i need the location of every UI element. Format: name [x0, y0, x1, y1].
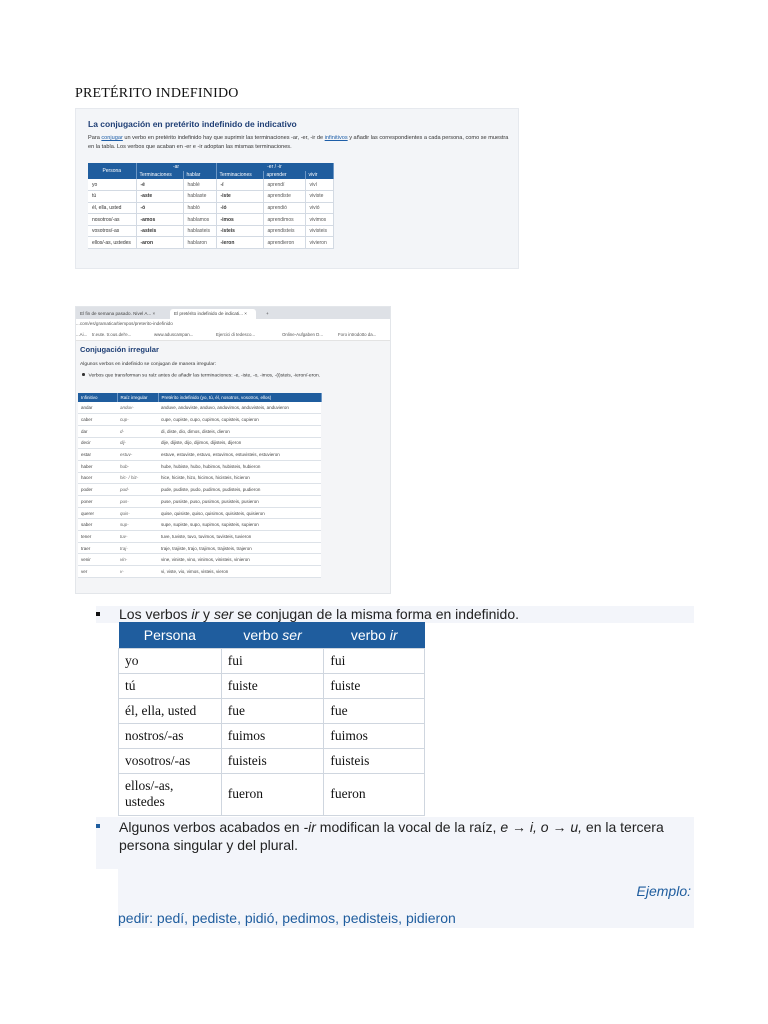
table-cell: dije, dijiste, dijo, dijimos, dijisteis, dijeron — [158, 437, 321, 449]
table-cell: fueron — [324, 773, 425, 815]
table-cell: hablamos — [183, 214, 216, 226]
irregular-heading: Conjugación irregular — [80, 345, 159, 354]
table-cell: -aste — [136, 191, 183, 203]
table-row — [119, 698, 425, 723]
table-cell: vi, viste, vio, vimos, visteis, vieron — [158, 566, 321, 578]
table-cell: v- — [117, 566, 158, 578]
table-cell: vivió — [305, 202, 333, 214]
table-cell: hub- — [117, 460, 158, 472]
table-cell: tuv- — [117, 531, 158, 543]
tab-title: El pretérito indefinido de indicati... — [174, 311, 243, 316]
tab-title: El fin de semana pasado. Nivel A... — [80, 311, 152, 316]
header-infinitivo: Infinitivo — [78, 393, 117, 402]
bullet-icon — [96, 824, 100, 828]
table-cell: haber — [78, 460, 117, 472]
header-terminaciones: Terminaciones — [216, 171, 263, 179]
conjugar-link[interactable]: conjugar — [101, 135, 123, 141]
header-persona: Persona — [88, 163, 136, 179]
table-cell: vosotros/-as — [88, 225, 136, 237]
table-row — [78, 437, 321, 449]
table-cell: fuiste — [221, 673, 324, 698]
table-cell: hacer — [78, 472, 117, 484]
table-cell: fuimos — [221, 723, 324, 748]
table-cell: yo — [119, 648, 222, 673]
intro-text: Para — [88, 135, 102, 141]
infinitivos-link[interactable]: infinitivos — [324, 135, 348, 141]
table-cell: tú — [119, 673, 222, 698]
table-cell: traje, trajiste, trajo, trajimos, trajisteis, trajeron — [158, 542, 321, 554]
table-cell: viviste — [305, 191, 333, 203]
table-cell: di, diste, dio, dimos, disteis, dieron — [158, 425, 321, 437]
table-cell: aprendí — [263, 179, 305, 191]
bullet-icon — [96, 612, 100, 616]
table-cell: vivisteis — [305, 225, 333, 237]
table-cell: quis- — [117, 507, 158, 519]
note-text: Los verbos ir y ser se conjugan de la misma forma en indefinido. — [119, 606, 519, 622]
table-cell: supe, supiste, supo, supimos, supisteis, supieron — [158, 519, 321, 531]
table-cell: querer — [78, 507, 117, 519]
table-cell: quise, quisiste, quiso, quisimos, quisisteis, quisieron — [158, 507, 321, 519]
table-row — [88, 179, 333, 191]
table-cell: fui — [324, 648, 425, 673]
bullet-icon — [82, 373, 85, 376]
table-cell: hablaste — [183, 191, 216, 203]
table-cell: aprendió — [263, 202, 305, 214]
table-cell: aprendisteis — [263, 225, 305, 237]
table-row — [88, 202, 333, 214]
bookmark-item[interactable]: Ejercici di tedesco... — [216, 332, 256, 337]
header-raiz: Raíz irregular — [117, 393, 158, 402]
table-row — [78, 484, 321, 496]
table-cell: pude, pudiste, pudo, pudimos, pudisteis, pudieron — [158, 484, 321, 496]
close-icon[interactable]: × — [244, 311, 247, 316]
table-row — [78, 531, 321, 543]
header-preterito: Pretérito indefinido (yo, tú, él, nosotros, vosotros, ellos) — [158, 393, 321, 402]
table-cell: hube, hubiste, hubo, hubimos, hubisteis, hubieron — [158, 460, 321, 472]
bookmark-item[interactable]: ...Ai... — [76, 332, 88, 337]
bookmarks-bar — [76, 329, 391, 341]
table-cell: hic- / hiz- — [117, 472, 158, 484]
table-row — [78, 519, 321, 531]
table-cell: nostros/-as — [119, 723, 222, 748]
page-title: PRETÉRITO INDEFINIDO — [75, 86, 239, 101]
table-cell: poder — [78, 484, 117, 496]
url-bar[interactable]: ...com/es/gramatica/tiempos/preterito-indefinido — [76, 319, 391, 329]
bullet-text: Verbos que transforman su raíz antes de añadir las terminaciones: -e, -iste, -o, -imos, -(i)steis, -ieron/-eron. — [88, 373, 321, 379]
bookmark-item[interactable]: tr.eute. tr.ous.del'e... — [92, 332, 132, 337]
table-row — [78, 425, 321, 437]
table-cell: fueron — [221, 773, 324, 815]
table-cell: hablaron — [183, 237, 216, 249]
table-row — [88, 237, 333, 249]
conjugation-heading: La conjugación en pretérito indefinido de indicativo — [88, 119, 297, 129]
table-cell: yo — [88, 179, 136, 191]
table-cell: -ieron — [216, 237, 263, 249]
table-row — [88, 191, 333, 203]
table-row — [78, 496, 321, 508]
table-cell: habló — [183, 202, 216, 214]
browser-tab-active[interactable] — [170, 309, 256, 319]
table-cell: andar — [78, 402, 117, 414]
table-cell: traj- — [117, 542, 158, 554]
table-row — [78, 566, 321, 578]
table-cell: viví — [305, 179, 333, 191]
browser-tab[interactable] — [76, 309, 170, 319]
header-group-er-ir: -er / -ir — [216, 163, 333, 171]
table-cell: fui — [221, 648, 324, 673]
table-row — [78, 472, 321, 484]
header-persona: Persona — [119, 622, 222, 648]
table-cell: venir — [78, 554, 117, 566]
table-row — [78, 414, 321, 426]
table-cell: aprendiste — [263, 191, 305, 203]
table-cell: fuimos — [324, 723, 425, 748]
table-cell: -aron — [136, 237, 183, 249]
header-verbo-ir: verbo ir — [324, 622, 425, 648]
conjugation-intro — [88, 134, 513, 152]
table-cell: ver — [78, 566, 117, 578]
table-cell: dar — [78, 425, 117, 437]
table-cell: tú — [88, 191, 136, 203]
table-row — [119, 773, 425, 815]
table-row — [78, 554, 321, 566]
table-cell: tener — [78, 531, 117, 543]
table-cell: él, ella, usted — [119, 698, 222, 723]
table-cell: estuv- — [117, 449, 158, 461]
header-aprender: aprender — [263, 171, 305, 179]
table-cell: hablé — [183, 179, 216, 191]
table-cell: vin- — [117, 554, 158, 566]
table-row — [119, 748, 425, 773]
bookmark-item[interactable]: www.aduscampan... — [154, 332, 194, 337]
table-cell: traer — [78, 542, 117, 554]
table-cell: -imos — [216, 214, 263, 226]
conjugation-screenshot — [75, 108, 519, 269]
table-cell: anduve, anduviste, anduvo, anduvimos, anduvisteis, anduvieron — [158, 402, 321, 414]
header-terminaciones: Terminaciones — [136, 171, 183, 179]
table-cell: tuve, tuviste, tuvo, tuvimos, tuvisteis, tuvieron — [158, 531, 321, 543]
intro-text: y añadir las correspondientes a cada persona, como se muestra en la tabla. Los verbos que acaban en -er e -ir adoptan las mismas terminaciones. — [88, 135, 509, 150]
table-cell: vivimos — [305, 214, 333, 226]
table-row — [78, 542, 321, 554]
table-cell: aprendieron — [263, 237, 305, 249]
table-cell: caber — [78, 414, 117, 426]
table-cell: fuiste — [324, 673, 425, 698]
regular-conjugation-table — [88, 163, 334, 249]
table-row — [88, 214, 333, 226]
table-cell: sup- — [117, 519, 158, 531]
table-cell: -amos — [136, 214, 183, 226]
header-vivir: vivir — [305, 171, 333, 179]
header-hablar: hablar — [183, 171, 216, 179]
bookmark-item[interactable]: Online-Aufgaben D... — [282, 332, 324, 337]
table-cell: hice, hiciste, hizo, hicimos, hicisteis, hicieron — [158, 472, 321, 484]
browser-tab-bar — [76, 307, 391, 319]
table-cell: fue — [221, 698, 324, 723]
table-cell: nosotros/-as — [88, 214, 136, 226]
table-row — [88, 225, 333, 237]
table-cell: -é — [136, 179, 183, 191]
irregular-verbs-table — [78, 393, 322, 578]
table-cell: anduv- — [117, 402, 158, 414]
table-cell: estuve, estuviste, estuvo, estuvimos, estuvisteis, estuvieron — [158, 449, 321, 461]
table-cell: cup- — [117, 414, 158, 426]
table-cell: vine, viniste, vino, vinimos, vinisteis, vinieron — [158, 554, 321, 566]
table-cell: -isteis — [216, 225, 263, 237]
table-cell: vosotros/-as — [119, 748, 222, 773]
bookmark-item[interactable]: Foro introdotto da... — [338, 332, 377, 337]
ser-ir-table — [118, 622, 425, 816]
table-row — [119, 723, 425, 748]
table-cell: -ió — [216, 202, 263, 214]
table-row — [119, 648, 425, 673]
header-group-ar: -ar — [136, 163, 216, 171]
table-cell: pus- — [117, 496, 158, 508]
vowel-change-note — [96, 817, 694, 869]
new-tab-icon[interactable]: + — [266, 311, 269, 316]
header-verbo-ser: verbo ser — [221, 622, 324, 648]
example-text: pedir: pedí, pediste, pidió, pedimos, pedisteis, pidieron — [118, 910, 456, 926]
table-cell: -ó — [136, 202, 183, 214]
table-cell: cupe, cupiste, cupo, cupimos, cupisteis, cupieron — [158, 414, 321, 426]
table-cell: -iste — [216, 191, 263, 203]
table-row — [78, 449, 321, 461]
table-row — [119, 673, 425, 698]
table-cell: saber — [78, 519, 117, 531]
table-cell: d- — [117, 425, 158, 437]
ser-ir-note — [96, 606, 694, 623]
table-cell: aprendimos — [263, 214, 305, 226]
table-cell: fuisteis — [221, 748, 324, 773]
intro-text: un verbo en pretérito indefinido hay que suprimir las terminaciones -ar, -er, -ir de — [122, 135, 325, 141]
table-cell: estar — [78, 449, 117, 461]
irregular-intro: Algunos verbos en indefinido se conjugan de manera irregular: — [80, 362, 216, 367]
table-cell: él, ella, usted — [88, 202, 136, 214]
table-cell: -í — [216, 179, 263, 191]
table-row — [78, 507, 321, 519]
table-cell: puse, pusiste, puso, pusimos, pusisteis, pusieron — [158, 496, 321, 508]
table-row — [78, 402, 321, 414]
table-cell: hablasteis — [183, 225, 216, 237]
close-icon[interactable]: × — [152, 311, 156, 316]
example-label: Ejemplo: — [636, 883, 691, 899]
irregular-bullet — [80, 373, 320, 379]
table-cell: decir — [78, 437, 117, 449]
note-text: Algunos verbos acabados en -ir modifican la vocal de la raíz, e → i, o → u, en la tercera persona singular y del plural. — [119, 819, 664, 853]
table-row — [78, 460, 321, 472]
table-cell: fuisteis — [324, 748, 425, 773]
table-cell: pud- — [117, 484, 158, 496]
table-cell: -asteis — [136, 225, 183, 237]
table-cell: vivieron — [305, 237, 333, 249]
table-cell: fue — [324, 698, 425, 723]
irregular-screenshot — [75, 306, 391, 594]
table-cell: dij- — [117, 437, 158, 449]
table-cell: poner — [78, 496, 117, 508]
example-box — [118, 869, 694, 928]
table-cell: ellos/-as, ustedes — [88, 237, 136, 249]
table-cell: ellos/-as, ustedes — [119, 773, 222, 815]
